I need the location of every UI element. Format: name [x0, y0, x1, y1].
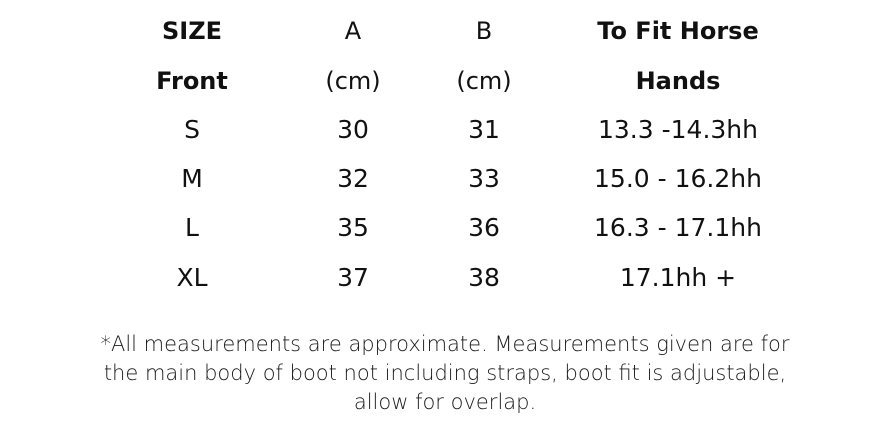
fit-cell: 17.1hh +	[619, 263, 737, 292]
size-cell: XL	[176, 263, 208, 292]
table-row	[0, 159, 890, 199]
a-cell: 32	[337, 164, 369, 193]
header-size: SIZE	[161, 17, 222, 45]
subheader-b: (cm)	[456, 67, 512, 95]
b-cell: 38	[468, 263, 500, 292]
table-row	[0, 208, 890, 248]
subheader-size: Front	[156, 67, 228, 95]
subheader-a: (cm)	[325, 67, 381, 95]
a-cell: 35	[337, 213, 369, 242]
b-cell: 31	[468, 115, 500, 144]
subheader-fit: Hands	[635, 67, 721, 95]
footnote-line: *All measurements are approximate. Measurements given are for	[100, 332, 790, 356]
fit-cell: 13.3 -14.3hh	[598, 115, 758, 144]
b-cell: 33	[468, 164, 500, 193]
footnote-line: the main body of boot not including straps, boot fit is adjustable,	[103, 361, 787, 385]
footnote-line: allow for overlap.	[353, 390, 537, 414]
table-subheader-row	[0, 61, 890, 101]
b-cell: 36	[468, 213, 500, 242]
table-row	[0, 110, 890, 150]
a-cell: 37	[337, 263, 369, 292]
header-fit: To Fit Horse	[597, 17, 759, 45]
fit-cell: 15.0 - 16.2hh	[594, 164, 762, 193]
header-a: A	[344, 17, 362, 45]
size-cell: L	[185, 213, 199, 242]
size-cell: M	[181, 164, 203, 193]
table-header-row	[0, 11, 890, 51]
header-b: B	[475, 17, 493, 45]
table-row	[0, 258, 890, 298]
measurement-footnote	[60, 330, 830, 417]
fit-cell: 16.3 - 17.1hh	[594, 213, 762, 242]
a-cell: 30	[337, 115, 369, 144]
size-cell: S	[184, 115, 200, 144]
